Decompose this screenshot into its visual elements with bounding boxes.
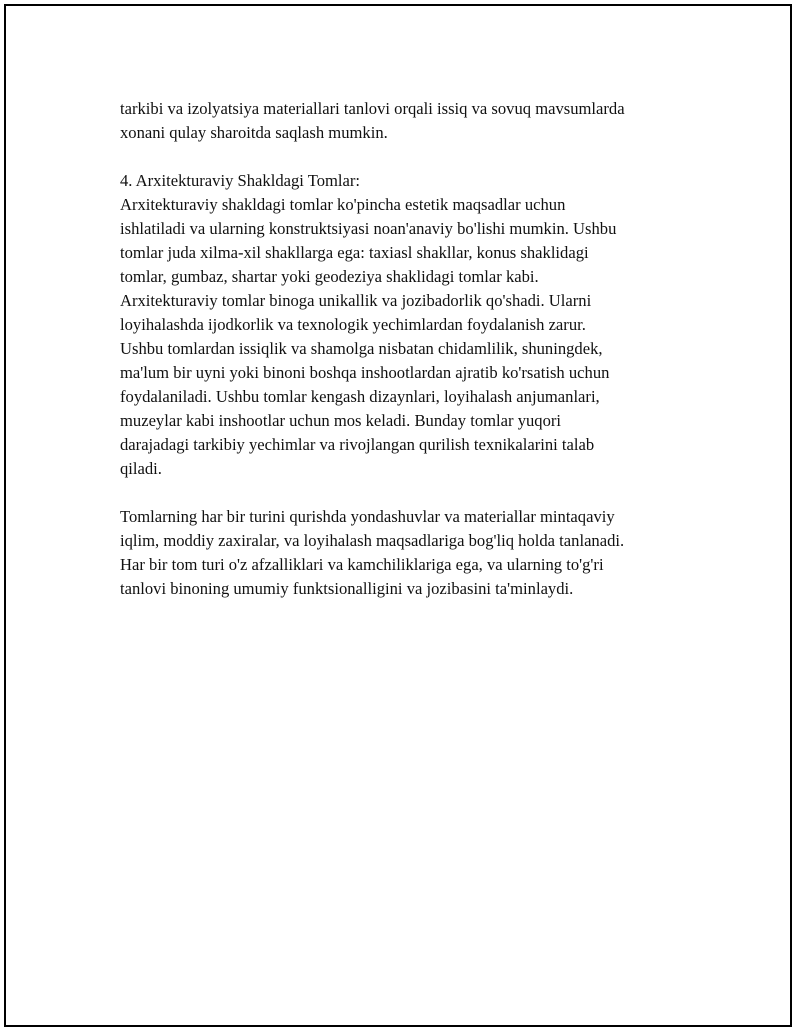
text-line: xonani qulay sharoitda saqlash mumkin. <box>120 123 388 142</box>
text-line: tanlovi binoning umumiy funktsionalligini va jozibasini ta'minlaydi. <box>120 579 574 598</box>
text-line: iqlim, moddiy zaxiralar, va loyihalash maqsadlariga bog'liq holda tanlanadi. <box>120 531 625 550</box>
text-line: Tomlarning har bir turini qurishda yondashuvlar va materiallar mintaqaviy <box>120 507 615 526</box>
text-line: darajadagi tarkibiy yechimlar va rivojlangan qurilish texnikalarini talab <box>120 435 595 454</box>
text-line: qiladi. <box>120 459 162 478</box>
text-line: tomlar juda xilma-xil shakllarga ega: taxiasl shakllar, konus shaklidagi <box>120 243 589 262</box>
text-line: Arxitekturaviy shakldagi tomlar ko'pincha estetik maqsadlar uchun <box>120 195 566 214</box>
text-line: Ushbu tomlardan issiqlik va shamolga nisbatan chidamlilik, shuningdek, <box>120 339 603 358</box>
text-line: Har bir tom turi o'z afzalliklari va kamchiliklariga ega, va ularning to'g'ri <box>120 555 604 574</box>
text-line: Arxitekturaviy tomlar binoga unikallik va jozibadorlik qo'shadi. Ularni <box>120 291 592 310</box>
document-body <box>120 97 700 601</box>
text-line: tarkibi va izolyatsiya materiallari tanlovi orqali issiq va sovuq mavsumlarda <box>120 99 625 118</box>
text-line: loyihalashda ijodkorlik va texnologik yechimlardan foydalanish zarur. <box>120 315 586 334</box>
section-heading: 4. Arxitekturaviy Shakldagi Tomlar: <box>120 171 361 190</box>
paragraph-gap <box>120 145 700 169</box>
page-frame <box>4 4 792 1027</box>
text-line: tomlar, gumbaz, shartar yoki geodeziya shaklidagi tomlar kabi. <box>120 267 539 286</box>
paragraph-gap <box>120 481 700 505</box>
text-line: muzeylar kabi inshootlar uchun mos keladi. Bunday tomlar yuqori <box>120 411 562 430</box>
text-line: ma'lum bir uyni yoki binoni boshqa inshootlardan ajratib ko'rsatish uchun <box>120 363 610 382</box>
text-line: foydalaniladi. Ushbu tomlar kengash dizaynlari, loyihalash anjumanlari, <box>120 387 600 406</box>
text-line: ishlatiladi va ularning konstruktsiyasi noan'anaviy bo'lishi mumkin. Ushbu <box>120 219 617 238</box>
